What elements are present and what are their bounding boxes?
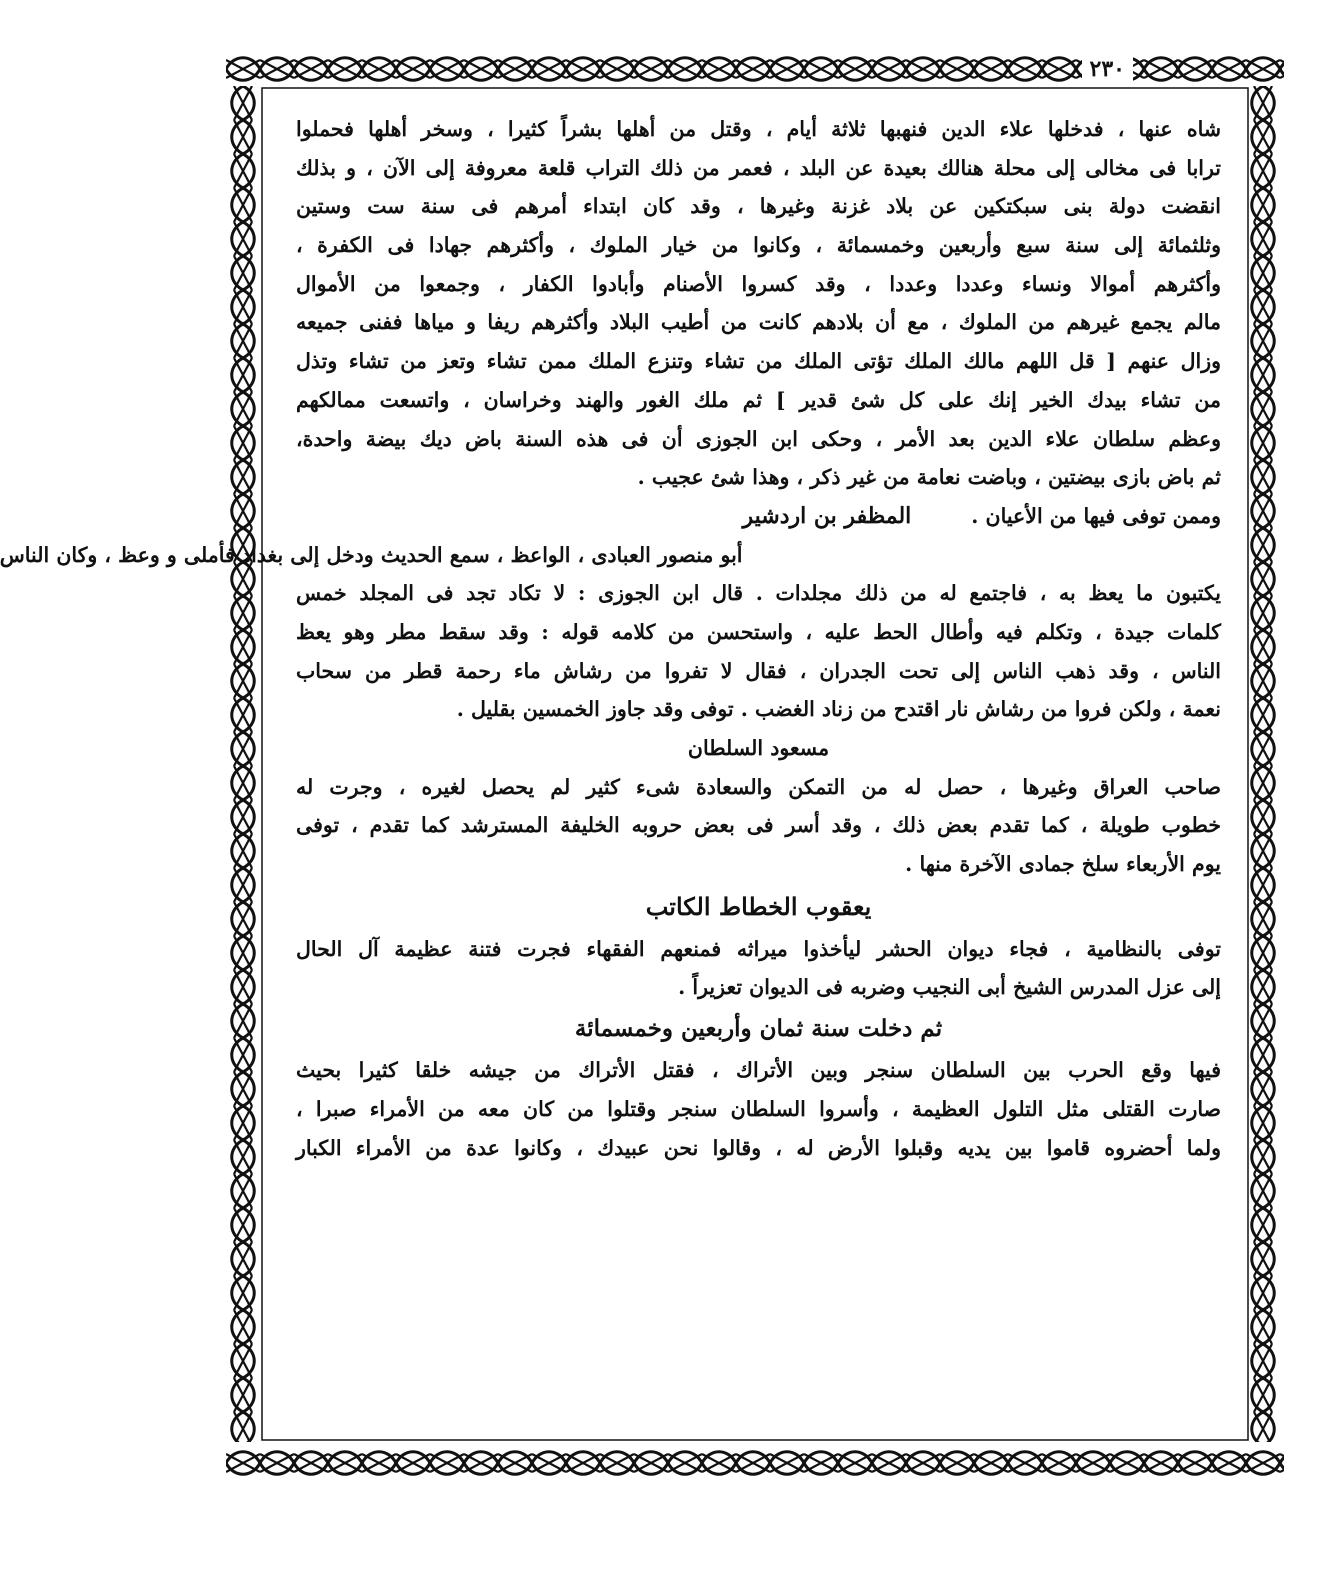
text-line: انقضت دولة بنى سبكتكين عن بلاد غزنة وغيرها ، وقد كان ابتداء أمرهم فى سنة ست وستين xyxy=(296,194,1221,219)
text-line: شاه عنها ، فدخلها علاء الدين فنهبها ثلاثة أيام ، وقتل من أهلها بشراً كثيرا ، وسخر أهلها فحملوا xyxy=(296,117,1221,141)
deaths-heading-row xyxy=(296,497,1221,536)
deaths-intro: وممن توفى فيها من الأعيان . xyxy=(971,503,1221,528)
text-line: ولما أحضروه قاموا بين يديه وقبلوا الأرض له ، وقالوا نحن عبيدك ، وكانوا عدة من الأمراء الكبار xyxy=(296,1135,1221,1160)
text-line: خطوب طويلة ، كما تقدم بعض ذلك ، وقد أسر فى بعض حروبه الخليفة المسترشد كما تقدم ، توفى xyxy=(296,813,1221,838)
text-line: وثلثمائة إلى سنة سبع وأربعين وخمسمائة ، وكانوا من خيار الملوك ، وأكثرهم جهادا فى الكفرة ، xyxy=(296,233,1221,258)
text-line: يوم الأربعاء سلخ جمادى الآخرة منها . xyxy=(905,852,1221,877)
text-line: كلمات جيدة ، وتكلم فيه وأطال الحط عليه ، واستحسن من كلامه قوله : وقد سقط مطر وهو يعظ xyxy=(296,619,1222,644)
text-line: ثم باض بازى بيضتين ، وباضت نعامة من غير ذكر ، وهذا شئ عجيب . xyxy=(637,465,1221,490)
text-line: وأكثرهم أموالا ونساء وعددا وعددا ، وقد كسروا الأصنام وأبادوا الكفار ، وجمعوا من الأموال xyxy=(296,271,1221,296)
page-number: ٢٣٠ xyxy=(1082,56,1133,82)
text-line: وعظم سلطان علاء الدين بعد الأمر ، وحكى ابن الجوزى أن فى هذه السنة باض ديك بيضة واحدة، xyxy=(296,426,1221,451)
entry-heading-yaqub: يعقوب الخطاط الكاتب xyxy=(645,891,872,921)
text-line: ترابا فى مخالى إلى محلة هنالك بعيدة عن البلد ، فعمر من ذلك التراب قلعة معروفة إلى الآن ، و بذلك xyxy=(296,155,1221,180)
text-line: صارت القتلى مثل التلول العظيمة ، وأسروا السلطان سنجر وقتلوا من كان معه من الأمراء صبرا ، xyxy=(296,1096,1221,1121)
opening-paragraph xyxy=(296,110,1221,497)
year-paragraph xyxy=(296,1051,1221,1167)
text-line: نعمة ، ولكن فروا من رشاش نار اقتدح من زناد الغضب . توفى وقد جاوز الخمسين بقليل . xyxy=(456,697,1221,722)
entry-body-muzaffar xyxy=(0,536,1222,729)
text-line: يكتبون ما يعظ به ، فاجتمع له من ذلك مجلدات . قال ابن الجوزى : لا تكاد تجد فى المجلد خمس xyxy=(296,581,1221,606)
page-body xyxy=(0,110,1222,1450)
entry-heading-masud: مسعود السلطان xyxy=(687,736,830,760)
text-line: توفى بالنظامية ، فجاء ديوان الحشر ليأخذوا ميراثه فمنعهم الفقهاء فجرت فتنة عظيمة آل الحال xyxy=(296,936,1221,961)
text-line: مالم يجمع غيرهم من الملوك ، مع أن بلادهم كانت من أطيب البلاد وأكثرهم ريفا و مياها ففنى جميعه xyxy=(296,310,1221,335)
text-line: الناس ، وقد ذهب الناس إلى تحت الجدران ، فقال لا تفروا من رشاش ماء رحمة قطر من سحاب xyxy=(296,658,1221,683)
entry-body-masud xyxy=(296,768,1221,884)
text-line: إلى عزل المدرس الشيخ أبى النجيب وضربه فى الديوان تعزيراً . xyxy=(678,975,1221,1000)
entry-body-yaqub xyxy=(296,930,1221,1007)
text-line: صاحب العراق وغيرها ، حصل له من التمكن والسعادة شىء كثير لم يحصل لغيره ، وجرت له xyxy=(296,774,1221,799)
text-line: فيها وقع الحرب بين السلطان سنجر وبين الأتراك ، فقتل الأتراك من جيشه خلقا كثيرا بحيث xyxy=(296,1058,1221,1083)
text-line: من تشاء بيدك الخير إنك على كل شئ قدير ] ثم ملك الغور والهند وخراسان ، واتسعت ممالكهم xyxy=(296,387,1221,412)
text-line: أبو منصور العبادى ، الواعظ ، سمع الحديث ودخل إلى بغداد فأملى و وعظ ، وكان الناس xyxy=(0,542,743,567)
entry-heading-muzaffar: المظفر بن اردشير xyxy=(742,502,912,529)
year-heading: ثم دخلت سنة ثمان وأربعين وخمسمائة xyxy=(574,1015,943,1043)
text-line: وزال عنهم [ قل اللهم مالك الملك تؤتى الملك من تشاء وتنزع الملك ممن تشاء وتعز من تشاء وتذل xyxy=(296,349,1221,374)
